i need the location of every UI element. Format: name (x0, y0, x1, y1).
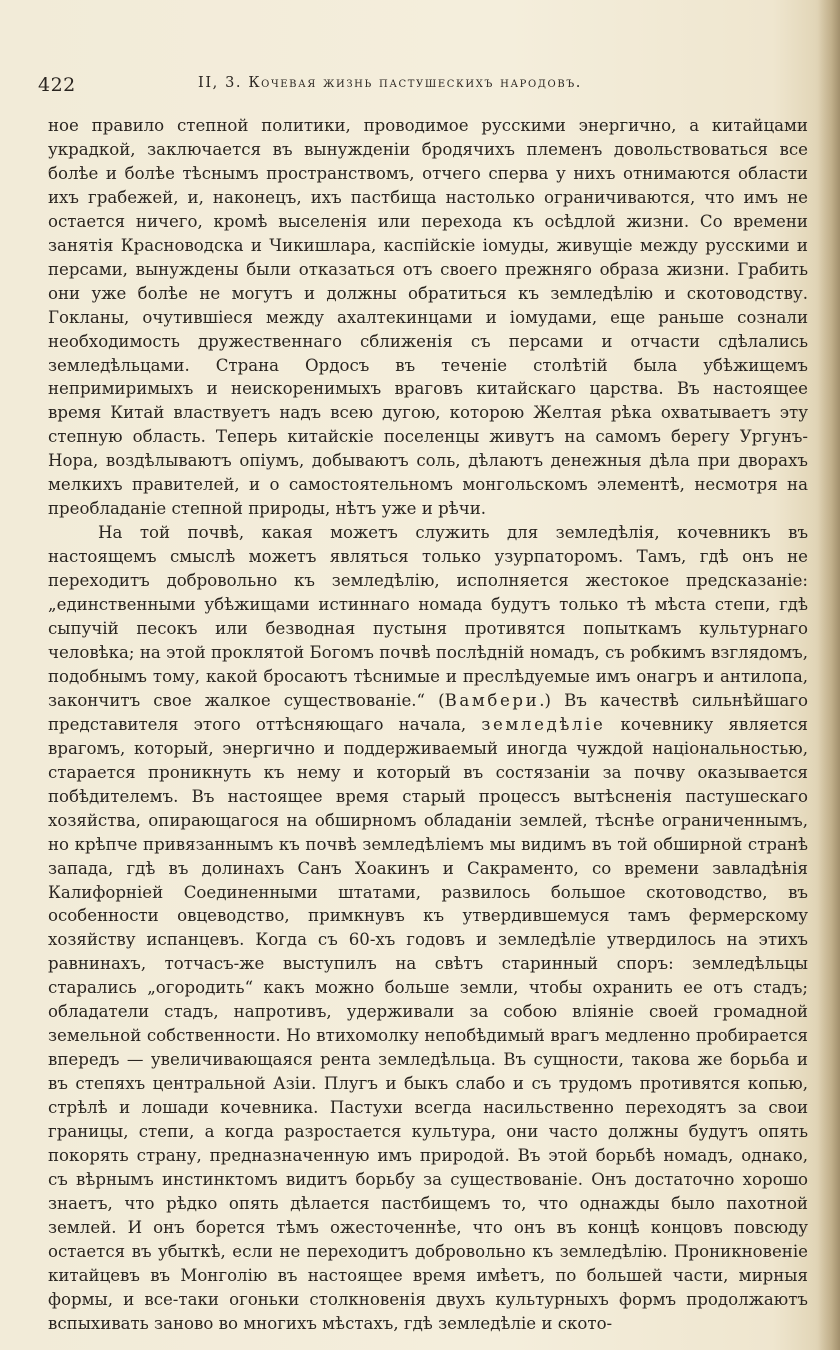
emphasized-term: земледѣліе (481, 714, 606, 734)
paragraph-1 (48, 114, 808, 521)
page-number: 422 (38, 74, 76, 96)
paragraph-2 (48, 521, 808, 1335)
citation-author: Вамбери (444, 690, 540, 710)
running-head: II, 3. Кочевая жизнь пастушескихъ народовъ. (198, 75, 583, 91)
paragraph-2-part2: .) Въ качествѣ сильнѣйшаго представителя этого оттѣсняющаго начала, (48, 690, 808, 734)
page-edge-shadow (818, 0, 840, 1350)
paragraph-2-part3: кочевнику является врагомъ, который, энергично и поддерживаемый иногда чуждой національностью, старается проникнуть къ нему и который въ состязаніи за почву оказывается побѣдителемъ. Въ настоящее время старый процессъ вытѣсненія пастушескаго хозяйства, опирающагося на обширномъ обладаніи землей, тѣснѣе ограниченнымъ, но крѣпче привязаннымъ къ почвѣ земледѣліемъ мы видимъ въ той обширной странѣ запада, гдѣ въ долинахъ Санъ Хоакинъ и Сакраменто, со времени завладѣнія Калифорніей Соединенными штатами, развилось большое скотоводство, въ особенности овцеводство, примкнувъ къ утвердившемуся тамъ фермерскому хозяйству испанцевъ. Когда съ 60-хъ годовъ и земледѣліе утвердилось на этихъ равнинахъ, тотчасъ-же выступилъ на свѣтъ старинный споръ: земледѣльцы старались „огородить“ какъ можно больше земли, чтобы охранить ее отъ стадъ; обладатели стадъ, напротивъ, удерживали за собою вліяніе своей громадной земельной собственности. Но втихомолку непобѣдимый врагъ медленно пробирается впередъ — увеличивающаяся рента земледѣльца. Въ сущности, такова же борьба и въ степяхъ центральной Азіи. Плугъ и быкъ слабо и съ трудомъ противятся копью, стрѣлѣ и лошади кочевника. Пастухи всегда насильственно переходятъ за свои границы, степи, а когда разростается культура, они часто должны будутъ опять покорять страну, предназначенную имъ природой. Въ этой борьбѣ номадъ, однако, съ вѣрнымъ инстинктомъ видитъ борьбу за существованіе. Онъ достаточно хорошо знаетъ, что рѣдко опять дѣлается пастбищемъ то, что однажды было пахотной землей. И онъ борется тѣмъ ожесточеннѣе, что онъ въ концѣ концовъ повсюду остается въ убыткѣ, если не переходитъ добровольно къ земледѣлію. Проникновеніе китайцевъ въ Монголію въ настоящее время имѣетъ, по большей части, мирныя формы, и все-таки огоньки столкновенія двухъ культурныхъ формъ продолжаютъ вспыхивать заново во многихъ мѣстахъ, гдѣ земледѣліе и ското- (48, 714, 808, 1333)
paragraph-1-text: ное правило степной политики, проводимое русскими энергично, а китайцами украдкой, заключается въ вынужденіи бродячихъ племенъ довольствоваться все болѣе и болѣе тѣснымъ пространствомъ, отчего сперва у нихъ отнимаются области ихъ грабежей, и, наконецъ, ихъ пастбища настолько ограничиваются, что имъ не остается ничего, кромѣ выселенія или перехода къ осѣдлой жизни. Со времени занятія Красноводска и Чикишлара, каспійскіе іомуды, живущіе между русскими и персами, вынуждены были отказаться отъ своего прежняго образа жизни. Грабить они уже болѣе не могутъ и должны обратиться къ земледѣлію и скотоводству. Гокланы, очутившіеся между ахалтекинцами и іомудами, еще раньше сознали необходимость дружественнаго сближенія съ персами и отчасти сдѣлались земледѣльцами. Страна Ордосъ въ теченіе столѣтій была убѣжищемъ непримиримыхъ и неискоренимыхъ враговъ китайскаго царства. Въ настоящее время Китай властвуетъ надъ всею дугою, которою Желтая рѣка охватываетъ эту степную область. Теперь китайскіе поселенцы живутъ на самомъ берегу Ургунъ-Нора, воздѣлываютъ опіумъ, добываютъ соль, дѣлаютъ денежныя дѣла при дворахъ мелкихъ правителей, и о самостоятельномъ монгольскомъ элементѣ, несмотря на преобладаніе степной природы, нѣтъ уже и рѣчи. (48, 116, 808, 519)
paragraph-2-part1: На той почвѣ, какая можетъ служить для земледѣлія, кочевникъ въ настоящемъ смыслѣ можетъ являться только узурпаторомъ. Тамъ, гдѣ онъ не переходитъ добровольно къ земледѣлію, исполняется жестокое предсказаніе: „единственными убѣжищами истиннаго номада будутъ только тѣ мѣста степи, гдѣ сыпучій песокъ или безводная пустыня противятся попыткамъ культурнаго человѣка; на этой проклятой Богомъ почвѣ послѣдній номадъ, съ робкимъ взглядомъ, подобнымъ тому, какой бросаютъ тѣснимые и преслѣдуемые имъ онагръ и антилопа, закончитъ свое жалкое существованіе.“ ( (48, 523, 808, 710)
page-header (38, 74, 808, 98)
body-text (48, 114, 808, 1336)
